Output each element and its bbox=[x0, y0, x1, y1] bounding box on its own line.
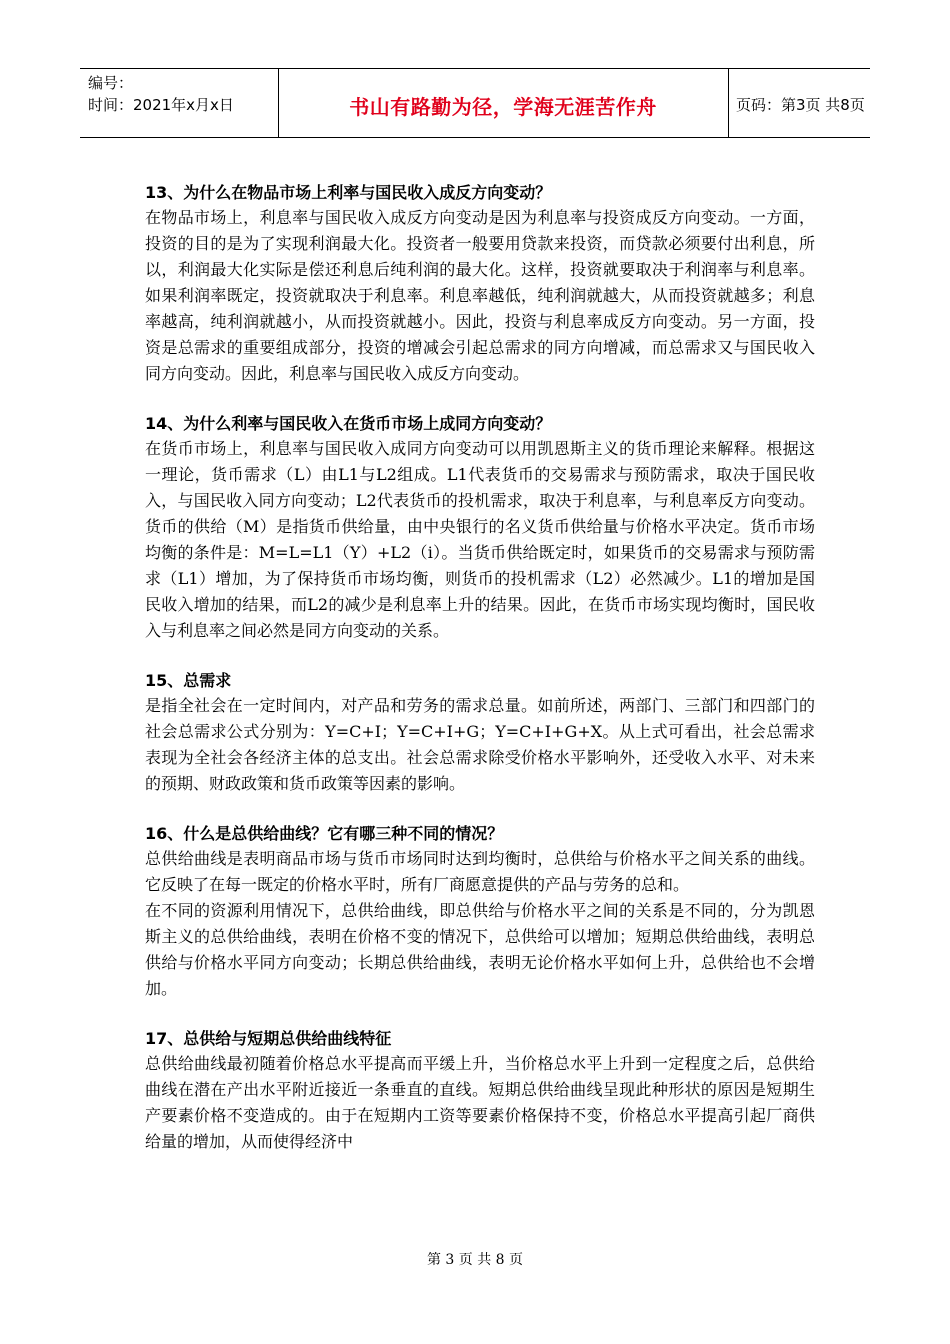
section-paragraph: 在不同的资源利用情况下，总供给曲线，即总供给与价格水平之间的关系是不同的，分为凯恩斯主义的总供给曲线，表明在价格不变的情况下，总供给可以增加；短期总供给曲线，表明总供给与价格水平同方向变动；长期总供给曲线，表明无论价格水平如何上升，总供给也不会增加。 bbox=[145, 901, 815, 998]
section-paragraph: 是指全社会在一定时间内，对产品和劳务的需求总量。如前所述，两部门、三部门和四部门的社会总需求公式分别为：Y=C+I；Y=C+I+G；Y=C+I+G+X。从上式可看出，社会总需求表现为全社会各经济主体的总支出。社会总需求除受价格水平影响外，还受收入水平、对未来的预期、财政政策和货币政策等因素的影响。 bbox=[145, 696, 815, 793]
section-paragraph: 在货币市场上，利息率与国民收入成同方向变动可以用凯恩斯主义的货币理论来解释。根据这一理论，货币需求（L）由L1与L2组成。L1代表货币的交易需求与预防需求，取决于国民收入，与国民收入同方向变动；L2代表货币的投机需求，取决于利息率，与利息率反方向变动。货币的供给（M）是指货币供给量，由中央银行的名义货币供给量与价格水平决定。货币市场均衡的条件是：M=L=L1（Y）+L2（i）。当货币供给既定时，如果货币的交易需求与预防需求（L1）增加，为了保持货币市场均衡，则货币的投机需求（L2）必然减少。L1的增加是国民收入增加的结果，而L2的减少是利息率上升的结果。因此，在货币市场实现均衡时，国民收入与利息率之间必然是同方向变动的关系。 bbox=[145, 439, 815, 640]
section-15 bbox=[145, 668, 815, 797]
document-header bbox=[80, 68, 870, 138]
section-14 bbox=[145, 411, 815, 644]
header-meta-cell bbox=[80, 69, 279, 137]
header-motto-cell bbox=[278, 69, 729, 137]
page-footer: 第 3 页 共 8 页 bbox=[426, 1252, 524, 1268]
section-paragraph: 在物品市场上，利息率与国民收入成反方向变动是因为利息率与投资成反方向变动。一方面，投资的目的是为了实现利润最大化。投资者一般要用贷款来投资，而贷款必须要付出利息，所以，利润最大化实际是偿还利息后纯利润的最大化。这样，投资就要取决于利润率与利息率。如果利润率既定，投资就取决于利息率。利息率越低，纯利润就越大，从而投资就越多；利息率越高，纯利润就越小，从而投资就越小。因此，投资与利息率成反方向变动。另一方面，投资是总需求的重要组成部分，投资的增减会引起总需求的同方向增减，而总需求又与国民收入同方向变动。因此，利息率与国民收入成反方向变动。 bbox=[145, 208, 815, 383]
header-motto: 书山有路勤为径，学海无涯苦作舟 bbox=[349, 95, 657, 119]
section-title: 16、什么是总供给曲线？它有哪三种不同的情况？ bbox=[145, 824, 504, 843]
section-title: 15、总需求 bbox=[145, 671, 232, 690]
section-paragraph: 总供给曲线最初随着价格总水平提高而平缓上升，当价格总水平上升到一定程度之后，总供给曲线在潜在产出水平附近接近一条垂直的直线。短期总供给曲线呈现此种形状的原因是短期生产要素价格不变造成的。由于在短期内工资等要素价格保持不变，价格总水平提高引起厂商供给量的增加，从而使得经济中 bbox=[145, 1054, 815, 1151]
header-page-cell bbox=[728, 69, 870, 137]
header-page-info: 页码：第3页 共8页 bbox=[736, 96, 865, 114]
document-body bbox=[145, 180, 815, 1179]
section-title: 13、为什么在物品市场上利率与国民收入成反方向变动？ bbox=[145, 183, 552, 202]
document-time-label: 时间：2021年x月x日 bbox=[88, 96, 234, 114]
section-paragraph: 总供给曲线是表明商品市场与货币市场同时达到均衡时，总供给与价格水平之间关系的曲线。它反映了在每一既定的价格水平时，所有厂商愿意提供的产品与劳务的总和。 bbox=[145, 849, 815, 894]
document-number-label: 编号： bbox=[88, 74, 134, 92]
section-title: 14、为什么利率与国民收入在货币市场上成同方向变动？ bbox=[145, 414, 552, 433]
section-title: 17、总供给与短期总供给曲线特征 bbox=[145, 1029, 392, 1048]
section-17 bbox=[145, 1026, 815, 1155]
section-13 bbox=[145, 180, 815, 387]
section-16 bbox=[145, 821, 815, 1002]
